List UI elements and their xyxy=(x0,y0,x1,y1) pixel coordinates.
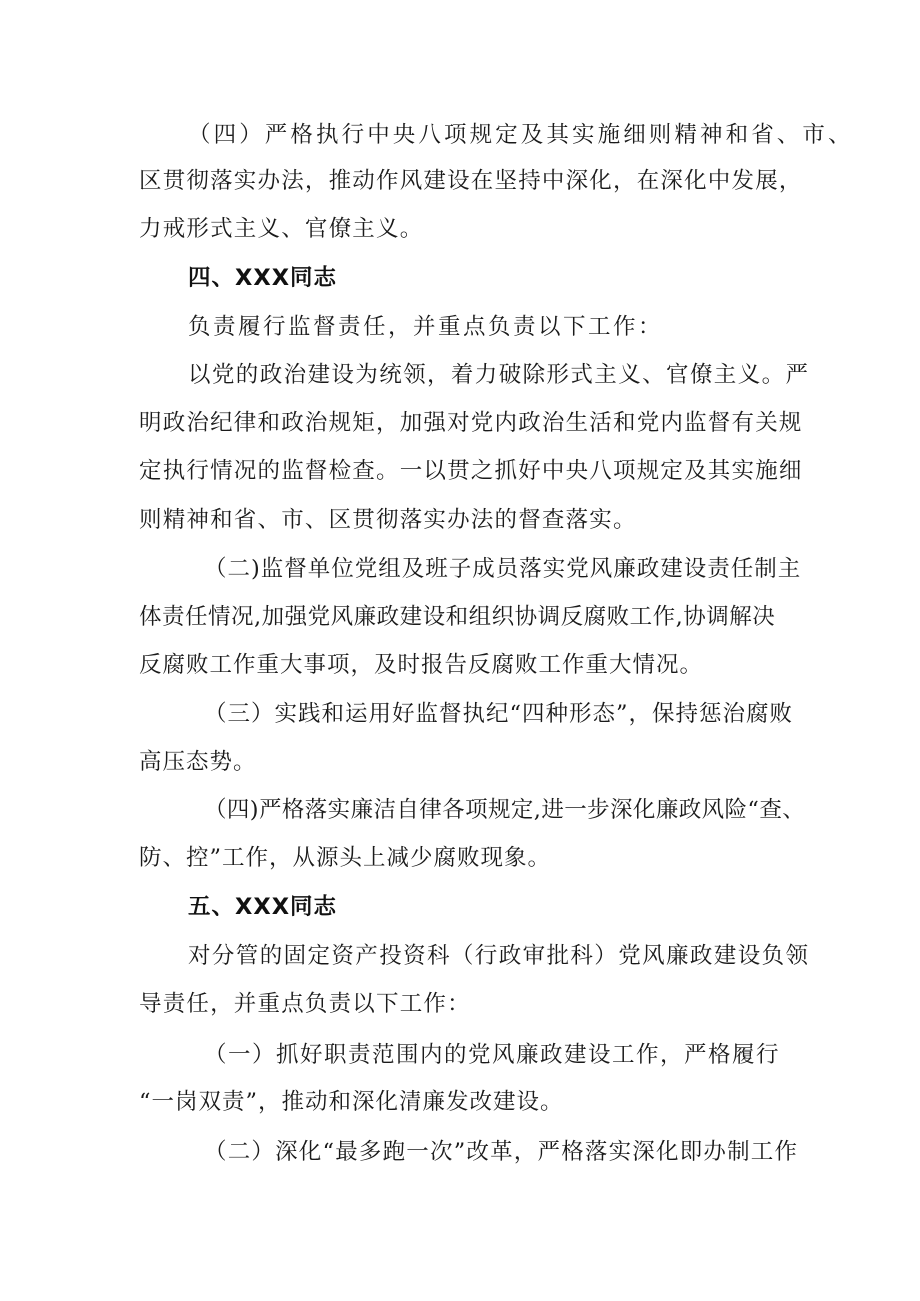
paragraph-line: 力戒形式主义、官僚主义。 xyxy=(139,216,424,242)
paragraph-line: 反腐败工作重大事项，及时报告反腐败工作重大情况。 xyxy=(139,652,704,678)
paragraph-line: （二)监督单位党组及班子成员落实党风廉政建设责任制主 xyxy=(204,556,802,582)
paragraph-line: 高压态势。 xyxy=(139,749,257,775)
paragraph-line: （四）严格执行中央八项规定及其实施细则精神和省、市、 xyxy=(188,122,854,148)
paragraph-line: 负责履行监督责任，并重点负责以下工作： xyxy=(188,314,664,340)
paragraph-line: 对分管的固定资产投资科（行政审批科）党风廉政建设负领 xyxy=(188,943,810,969)
paragraph-line: 体责任情况,加强党风廉政建设和组织协调反腐败工作,协调解决 xyxy=(139,604,776,630)
paragraph-line: （二）深化“最多跑一次”改革，严格落实深化即办制工作 xyxy=(204,1139,799,1165)
paragraph-line: 以党的政治建设为统领，着力破除形式主义、官僚主义。严 xyxy=(188,362,810,388)
paragraph-line: 防、控”工作，从源头上减少腐败现象。 xyxy=(139,845,552,871)
paragraph-line: 区贯彻落实办法，推动作风建设在坚持中深化，在深化中发展， xyxy=(139,168,803,194)
paragraph-line: 定执行情况的监督检查。一以贯之抓好中央八项规定及其实施细 xyxy=(139,458,803,484)
paragraph-line: “一岗双责”，推动和深化清廉发改建设。 xyxy=(139,1089,564,1115)
paragraph-line: （一）抓好职责范围内的党风廉政建设工作，严格履行 xyxy=(204,1042,781,1068)
section-heading: 五、XXX同志 xyxy=(188,894,338,920)
paragraph-line: （三）实践和运用好监督执纪“四种形态”，保持惩治腐败 xyxy=(204,701,794,727)
paragraph-line: （四)严格落实廉洁自律各项规定,进一步深化廉政风险“查、 xyxy=(204,797,806,823)
paragraph-line: 明政治纪律和政治规矩，加强对党内政治生活和党内监督有关规 xyxy=(139,410,803,436)
section-heading: 四、XXX同志 xyxy=(188,265,338,291)
paragraph-line: 则精神和省、市、区贯彻落实办法的督查落实。 xyxy=(139,507,637,533)
paragraph-line: 导责任，并重点负责以下工作： xyxy=(139,991,471,1017)
